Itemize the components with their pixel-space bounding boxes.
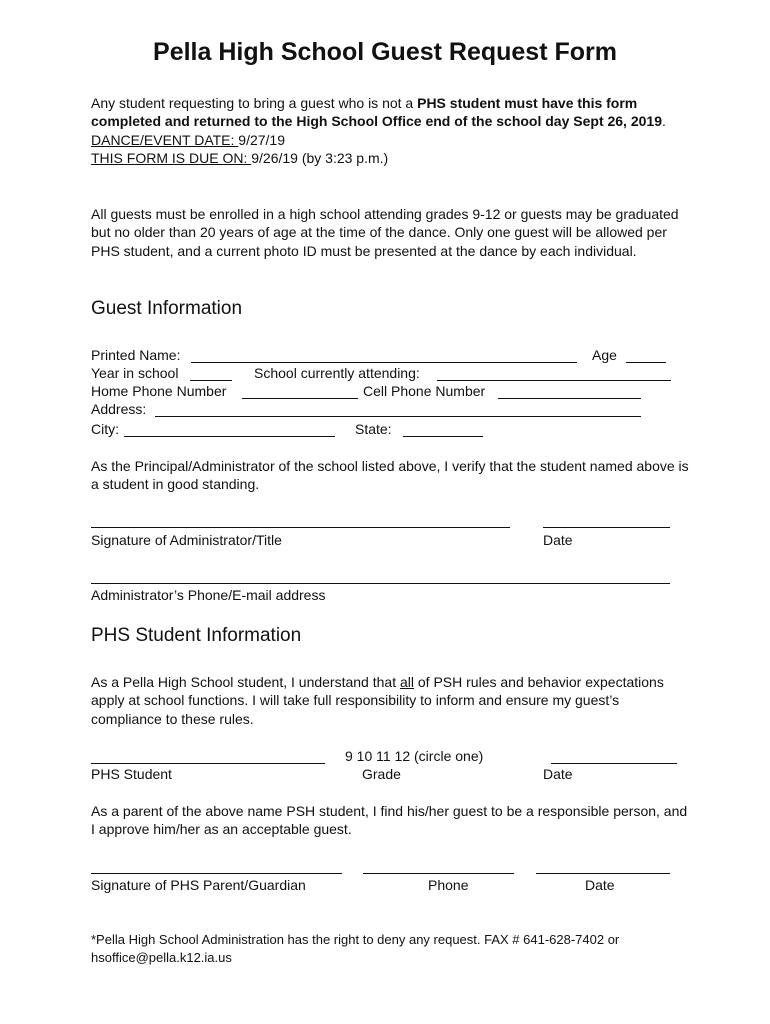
phs-paragraph <box>91 673 691 728</box>
cell-phone-field[interactable] <box>498 398 641 399</box>
parent-signature-line[interactable] <box>91 873 342 874</box>
phs-student-line[interactable] <box>91 763 325 764</box>
parent-phone-label: Phone <box>428 877 469 893</box>
phs-para-all: all <box>399 674 414 690</box>
admin-date-line[interactable] <box>543 527 670 528</box>
due-date-value: 9/26/19 (by 3:23 p.m.) <box>251 150 389 167</box>
parent-date-line[interactable] <box>536 873 670 874</box>
city-field[interactable] <box>124 436 335 437</box>
year-in-school-label: Year in school <box>91 365 179 381</box>
admin-contact-line[interactable] <box>91 583 670 584</box>
parent-phone-line[interactable] <box>363 873 514 874</box>
footer-note: *Pella High School Administration has the right to deny any request. FAX # 641-628-7402 or hsoffice@pella.k12.ia.us <box>91 932 620 966</box>
printed-name-field[interactable] <box>191 362 577 363</box>
rules-paragraph: All guests must be enrolled in a high school attending grades 9-12 or guests may be graduated but no older than 20 years of age at the time of the dance. Only one guest will be allowed per PHS student, and a current photo ID must be presented at the dance by each individual. <box>91 206 679 259</box>
phs-para-rest: of PSH rules and behavior expectations apply at school functions. I will take full responsibility to inform and ensure my guest’s compliance to these rules. <box>91 674 664 727</box>
age-field[interactable] <box>626 362 666 363</box>
cell-phone-label: Cell Phone Number <box>363 383 486 399</box>
grade-options[interactable]: 9 10 11 12 (circle one) <box>345 748 484 764</box>
parent-paragraph: As a parent of the above name PSH student, I find his/her guest to be a responsible person, and I approve him/her as an acceptable guest. <box>91 803 688 838</box>
intro-bold: PHS student must have this form completed and returned to the High School Office end of the school day Sept 26, 2019 <box>91 95 662 130</box>
phs-student-label: PHS Student <box>91 766 172 782</box>
admin-contact-label: Administrator’s Phone/E-mail address <box>91 587 326 603</box>
state-label: State: <box>355 421 392 437</box>
printed-name-label: Printed Name: <box>91 347 181 363</box>
admin-date-label: Date <box>543 532 573 548</box>
intro-paragraph <box>91 94 691 168</box>
parent-signature-label: Signature of PHS Parent/Guardian <box>91 877 306 893</box>
age-label: Age <box>592 347 617 363</box>
year-in-school-field[interactable] <box>190 380 232 381</box>
page-title: Pella High School Guest Request Form <box>153 38 617 66</box>
address-field[interactable] <box>155 416 641 417</box>
school-attending-label: School currently attending: <box>254 365 420 381</box>
school-attending-field[interactable] <box>437 380 671 381</box>
parent-date-label: Date <box>585 877 615 893</box>
dance-date-label: DANCE/EVENT DATE: <box>91 131 239 148</box>
guest-info-heading: Guest Information <box>91 298 243 319</box>
dance-date-value: 9/27/19 <box>238 131 286 148</box>
phs-para-lead: As a Pella High School student, I understand that <box>91 674 400 690</box>
intro-period: . <box>662 113 666 130</box>
phs-info-heading: PHS Student Information <box>91 625 302 646</box>
home-phone-field[interactable] <box>242 398 358 399</box>
phs-date-line[interactable] <box>551 763 677 764</box>
intro-lead: Any student requesting to bring a guest who is not a <box>91 95 418 111</box>
verify-paragraph: As the Principal/Administrator of the school listed above, I verify that the student named above is a student in good standing. <box>91 458 689 493</box>
grade-label: Grade <box>362 766 401 782</box>
city-label: City: <box>91 421 119 437</box>
admin-signature-line[interactable] <box>91 527 510 528</box>
state-field[interactable] <box>403 436 483 437</box>
due-date-label: THIS FORM IS DUE ON: <box>91 150 252 167</box>
phs-date-label: Date <box>543 766 573 782</box>
home-phone-label: Home Phone Number <box>91 383 227 399</box>
admin-signature-label: Signature of Administrator/Title <box>91 532 282 548</box>
address-label: Address: <box>91 401 147 417</box>
